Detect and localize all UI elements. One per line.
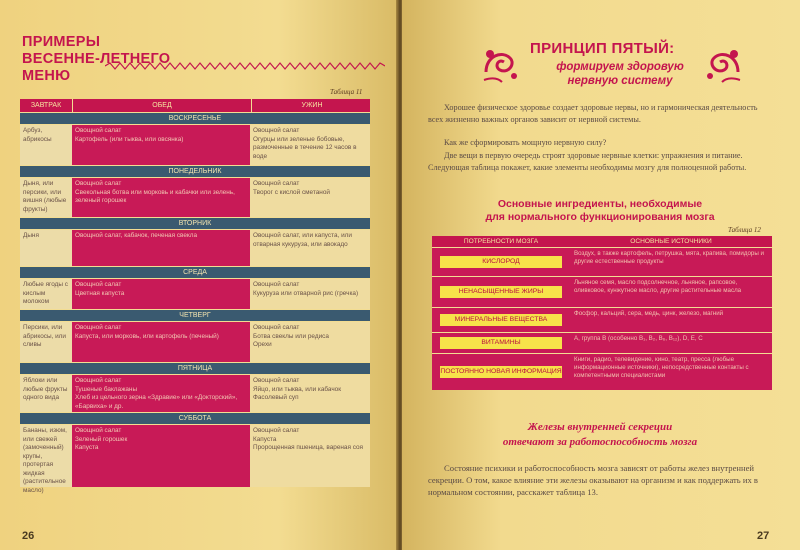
- header-dinner: УЖИН: [301, 102, 323, 109]
- section-heading-line: Основные ингредиенты, необходимые: [497, 198, 703, 210]
- header-needs: ПОТРЕБНОСТИ МОЗГА: [463, 238, 539, 245]
- day-band: ПЯТНИЦА: [20, 362, 370, 374]
- menu-row: [20, 124, 370, 165]
- need-cell: [432, 308, 570, 332]
- brain-table-row: [432, 332, 772, 353]
- dinner-cell: Овощной салат Капуста Пророщенная пшеница, вареная соя: [250, 425, 370, 487]
- source-cell: Воздух, в также картофель, петрушка, мята, крапива, помидоры и другие естественные продукты: [570, 248, 772, 276]
- title-line: ПРИМЕРЫ: [22, 34, 101, 50]
- section-heading-line: Железы внутренней секреции: [527, 421, 673, 433]
- lunch-cell: Овощной салат Цветная капуста: [72, 279, 250, 309]
- header-lunch: ОБЕД: [73, 99, 252, 112]
- dinner-cell: Овощной салат Кукуруза или отварной рис (гречка): [250, 279, 370, 309]
- day-band: ПОНЕДЕЛЬНИК: [20, 165, 370, 177]
- need-label: КИСЛОРОД: [440, 256, 562, 268]
- left-page: [0, 0, 398, 550]
- breakfast-cell: Персики, или абрикосы, или сливы: [20, 322, 72, 362]
- need-label: НЕНАСЫЩЕННЫЕ ЖИРЫ: [440, 286, 562, 298]
- subtitle-line: нервную систему: [567, 75, 673, 87]
- day-band: СРЕДА: [20, 266, 370, 278]
- menu-table-body: [20, 112, 370, 494]
- day-band: ЧЕТВЕРГ: [20, 309, 370, 321]
- lunch-cell: Овощной салат Свекольная ботва или морковь и кабачки или зелень, зеленый горошек: [72, 178, 250, 217]
- brain-table-body: [432, 247, 772, 390]
- intro-paragraph: Хорошее физическое здоровье создает здоровые нервы, но и гармоническая деятельность всех жизненно важных органов зависит от нервной системы.: [428, 103, 758, 124]
- breakfast-cell: Яблоки или любые фрукты одного вида: [20, 375, 72, 412]
- need-label: ВИТАМИНЫ: [440, 337, 562, 349]
- menu-table: [20, 99, 370, 494]
- source-cell: Льняное семя, масло подсолнечное, льняное, рапсовое, оливковое, кунжутное масло, другие растительные масла: [570, 277, 772, 307]
- brain-table-row: [432, 276, 772, 307]
- menu-row: [20, 229, 370, 266]
- brain-needs-table: [432, 236, 772, 390]
- intro-paragraph: Две вещи в первую очередь строят здоровые нервные клетки: упражнения и питание. Следующая таблица покажет, какие элементы необходимы мозгу для полноценной работы.: [428, 151, 747, 172]
- zigzag-divider: [105, 62, 385, 70]
- header-sources: ОСНОВНЫЕ ИСТОЧНИКИ: [630, 238, 712, 245]
- intro-paragraph: Как же сформировать мощную нервную силу?: [444, 138, 607, 147]
- need-cell: [432, 354, 570, 390]
- section-heading: [440, 198, 760, 224]
- brain-table-row: [432, 307, 772, 332]
- day-band: ВТОРНИК: [20, 217, 370, 229]
- breakfast-cell: Любые ягоды с кислым молоком: [20, 279, 72, 309]
- title-line: МЕНЮ: [22, 68, 71, 84]
- brain-table-row: [432, 247, 772, 276]
- lunch-cell: Овощной салат, кабачок, печеная свекла: [72, 230, 250, 266]
- closing-paragraph: Состояние психики и работоспособность мозга зависят от работы желез внутренней секреции. О том, какое влияние эти железы оказывают на организм и как поддержать их в нормальном состоянии, расскажет таблица 13.: [428, 463, 758, 497]
- title-line: ВЕСЕННЕ-ЛЕТНЕГО: [22, 51, 171, 67]
- menu-table-header: [20, 99, 370, 112]
- need-cell: [432, 248, 570, 276]
- source-cell: Книги, радио, телевидение, кино, театр, пресса (любые информационные источники), непосредственные контакты с компетентными специалистами: [570, 354, 772, 390]
- section-heading-line: для нормального функционирования мозга: [485, 211, 715, 223]
- need-label: ПОСТОЯННО НОВАЯ ИНФОРМАЦИЯ: [440, 366, 562, 378]
- lunch-cell: Овощной салат Капуста, или морковь, или картофель (печеный): [72, 322, 250, 362]
- dinner-cell: Овощной салат Огурцы или зеленые бобовые, размоченные в течение 12 часов в воде: [250, 125, 370, 165]
- need-cell: [432, 277, 570, 307]
- right-page-subtitle: [520, 60, 720, 88]
- floral-ornament-icon: [480, 42, 524, 86]
- page-number: 27: [757, 530, 770, 542]
- dinner-cell: Овощной салат, или капуста, или отварная кукуруза, или авокадо: [250, 230, 370, 266]
- table-label: Таблица 12: [728, 226, 761, 234]
- page-number: 26: [22, 530, 35, 542]
- breakfast-cell: Арбуз, абрикосы: [20, 125, 72, 165]
- header-breakfast: ЗАВТРАК: [20, 99, 73, 112]
- table-label: Таблица 11: [330, 88, 363, 96]
- lunch-cell: Овощной салат Картофель (или тыква, или овсянка): [72, 125, 250, 165]
- menu-row: [20, 321, 370, 362]
- dinner-cell: Овощной салат Ботва свеклы или редиса Орехи: [250, 322, 370, 362]
- need-label: МИНЕРАЛЬНЫЕ ВЕЩЕСТВА: [440, 314, 562, 326]
- dinner-cell: Овощной салат Творог с кислой сметаной: [250, 178, 370, 217]
- breakfast-cell: Дыня: [20, 230, 72, 266]
- brain-table-row: [432, 353, 772, 390]
- need-cell: [432, 333, 570, 353]
- day-band: ВОСКРЕСЕНЬЕ: [20, 112, 370, 124]
- section-heading-line: отвечают за работоспособность мозга: [502, 436, 698, 448]
- lunch-cell: Овощной салат Зеленый горошек Капуста: [72, 425, 250, 487]
- breakfast-cell: Дыня, или персики, или вишня (любые фрукты): [20, 178, 72, 217]
- right-page-title: ПРИНЦИП ПЯТЫЙ:: [530, 40, 675, 57]
- menu-row: [20, 374, 370, 412]
- breakfast-cell: Бананы, изюм, или свежей (замоченный) крупы, протертая жидкая (растительное масло): [20, 425, 72, 487]
- lunch-cell: Овощной салат Тушеные баклажаны Хлеб из цельного зерна «Здравие» или «Докторский», «Барвиха» и др.: [72, 375, 250, 412]
- dinner-cell: Овощной салат Яйцо, или тыква, или кабачок Фасолевый суп: [250, 375, 370, 412]
- brain-table-header: [432, 236, 772, 247]
- section-heading: [440, 420, 760, 450]
- left-page-title: [22, 34, 170, 85]
- day-band: СУББОТА: [20, 412, 370, 424]
- source-cell: А, группа В (особенно В₁, В₂, В₆, В₁₂), D, Е, С: [570, 333, 772, 353]
- menu-row: [20, 177, 370, 217]
- subtitle-line: формируем здоровую: [556, 61, 684, 73]
- menu-row: [20, 278, 370, 309]
- source-cell: Фосфор, кальций, сера, медь, цинк, железо, магний: [570, 308, 772, 332]
- menu-row: [20, 424, 370, 494]
